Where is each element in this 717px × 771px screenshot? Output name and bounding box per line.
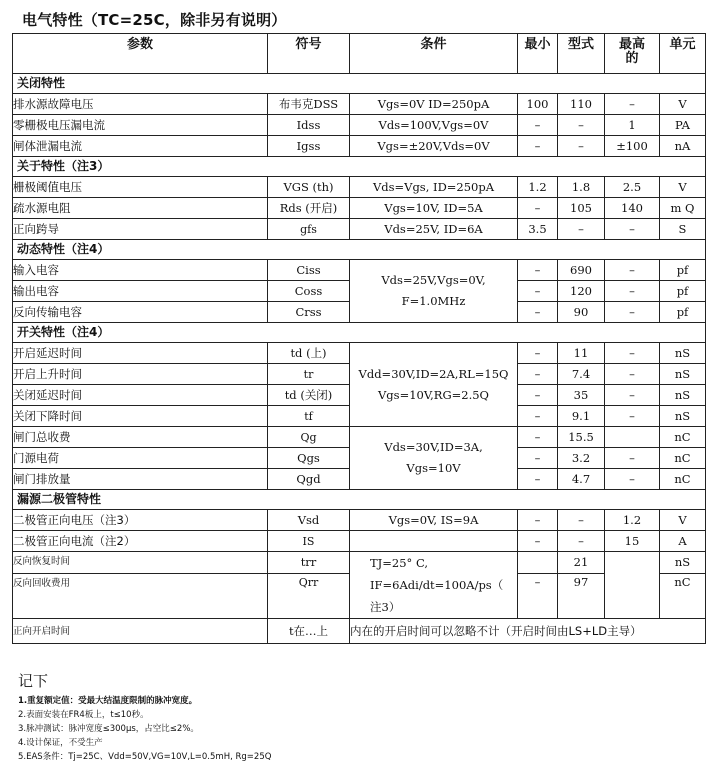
- condition: Vds=100V,Vgs=0V: [350, 115, 518, 136]
- condition: [350, 531, 518, 552]
- max: ±100: [605, 136, 660, 157]
- max: –: [605, 448, 660, 469]
- table-row: [13, 219, 706, 240]
- condition: Vds=Vgs, ID=250pA: [350, 177, 518, 198]
- typ: 97: [558, 573, 605, 618]
- table-row: [13, 552, 706, 574]
- condition-gate-charge: [350, 427, 518, 490]
- unit: nC: [660, 573, 706, 618]
- symbol: Qrr: [268, 573, 350, 618]
- unit: V: [660, 94, 706, 115]
- param: 栅极阈值电压: [13, 177, 268, 198]
- param: 输入电容: [13, 260, 268, 281]
- symbol: Rds (开启): [268, 198, 350, 219]
- table-row: [13, 115, 706, 136]
- condition: Vgs=0V, IS=9A: [350, 510, 518, 531]
- param: 反向恢复时间: [13, 552, 268, 574]
- unit: PA: [660, 115, 706, 136]
- section-switching: 开关特性（注4）: [13, 323, 706, 343]
- symbol: IS: [268, 531, 350, 552]
- turn-on-note: 内在的开启时间可以忽略不计（开启时间由LS+LD主导）: [350, 619, 706, 644]
- typ: 90: [558, 302, 605, 323]
- table-row: [13, 198, 706, 219]
- symbol: td (关闭): [268, 385, 350, 406]
- typ: –: [558, 136, 605, 157]
- min: –: [518, 281, 558, 302]
- col-header-min: 最小: [518, 34, 558, 74]
- min: [518, 552, 558, 574]
- param: 闸门总收费: [13, 427, 268, 448]
- max: –: [605, 302, 660, 323]
- param: 反向回收费用: [13, 573, 268, 618]
- symbol: td (上): [268, 343, 350, 364]
- param: 正向跨导: [13, 219, 268, 240]
- condition-line: Vdd=30V,ID=2A,RL=15Q: [358, 366, 509, 381]
- max: –: [605, 219, 660, 240]
- max: 1: [605, 115, 660, 136]
- max: –: [605, 385, 660, 406]
- unit: pf: [660, 260, 706, 281]
- section-diode: 漏源二极管特性: [13, 490, 706, 510]
- unit: nC: [660, 469, 706, 490]
- unit: nS: [660, 406, 706, 427]
- unit: nS: [660, 552, 706, 574]
- table-row: [13, 343, 706, 364]
- condition: Vds=25V, ID=6A: [350, 219, 518, 240]
- typ: –: [558, 219, 605, 240]
- symbol: Ciss: [268, 260, 350, 281]
- col-header-condition: 条件: [350, 34, 518, 74]
- max: –: [605, 281, 660, 302]
- typ: 110: [558, 94, 605, 115]
- condition: Vgs=±20V,Vds=0V: [350, 136, 518, 157]
- col-header-unit: 单元: [660, 34, 706, 74]
- max: 2.5: [605, 177, 660, 198]
- unit: m Q: [660, 198, 706, 219]
- min: 100: [518, 94, 558, 115]
- min: –: [518, 531, 558, 552]
- min: –: [518, 406, 558, 427]
- min: –: [518, 115, 558, 136]
- param: 正向开启时间: [13, 619, 268, 644]
- param: 零栅极电压漏电流: [13, 115, 268, 136]
- param: 闸体泄漏电流: [13, 136, 268, 157]
- unit: V: [660, 177, 706, 198]
- max: –: [605, 343, 660, 364]
- note-line: 1.重复额定值：受最大结温度限制的脉冲宽度。: [18, 696, 198, 706]
- condition-line: Vds=25V,Vgs=0V,: [381, 273, 486, 287]
- note-line: 5.EAS条件：Tj=25C、Vdd=50V,VG=10V,L=0.5mH, Rg=25Q: [18, 752, 272, 762]
- symbol: trr: [268, 552, 350, 574]
- notes: [18, 670, 271, 764]
- condition-switching: [350, 343, 518, 427]
- symbol: Qg: [268, 427, 350, 448]
- electrical-characteristics-table: [12, 33, 706, 644]
- unit: S: [660, 219, 706, 240]
- condition: Vgs=10V, ID=5A: [350, 198, 518, 219]
- param: 闸门排放量: [13, 469, 268, 490]
- max: [605, 552, 660, 619]
- param: 输出电容: [13, 281, 268, 302]
- max: 140: [605, 198, 660, 219]
- unit: nC: [660, 427, 706, 448]
- condition-line: Vgs=10V,RG=2.5Q: [378, 387, 489, 402]
- min: –: [518, 260, 558, 281]
- param: 关闭下降时间: [13, 406, 268, 427]
- table-row: [13, 136, 706, 157]
- min: –: [518, 469, 558, 490]
- note-line: 4.设计保证，不受生产: [18, 738, 103, 748]
- typ: 9.1: [558, 406, 605, 427]
- section-off: 关闭特性: [13, 74, 706, 94]
- min: 1.2: [518, 177, 558, 198]
- symbol: 布韦克DSS: [268, 94, 350, 115]
- typ: 690: [558, 260, 605, 281]
- typ: 4.7: [558, 469, 605, 490]
- min: –: [518, 364, 558, 385]
- max: 1.2: [605, 510, 660, 531]
- typ: –: [558, 531, 605, 552]
- note-line: 2.表面安装在FR4板上，t≤10秒。: [18, 710, 149, 720]
- max: –: [605, 469, 660, 490]
- param: 排水源故障电压: [13, 94, 268, 115]
- symbol: t在…上: [268, 619, 350, 644]
- max: 15: [605, 531, 660, 552]
- unit: pf: [660, 302, 706, 323]
- col-header-param: 参数: [13, 34, 268, 74]
- col-header-symbol: 符号: [268, 34, 350, 74]
- symbol: Vsd: [268, 510, 350, 531]
- param: 开启上升时间: [13, 364, 268, 385]
- min: –: [518, 510, 558, 531]
- unit: nS: [660, 385, 706, 406]
- table-row: [13, 531, 706, 552]
- symbol: tr: [268, 364, 350, 385]
- max: [605, 427, 660, 448]
- unit: A: [660, 531, 706, 552]
- min: –: [518, 198, 558, 219]
- table-row: [13, 260, 706, 281]
- condition-line: TJ=25° C,: [370, 556, 428, 570]
- page-title: 电气特性（TC=25C，除非另有说明）: [22, 11, 287, 29]
- param: 开启延迟时间: [13, 343, 268, 364]
- max: –: [605, 260, 660, 281]
- condition-line: F=1.0MHz: [401, 294, 466, 308]
- min: –: [518, 385, 558, 406]
- typ: –: [558, 115, 605, 136]
- typ: 35: [558, 385, 605, 406]
- symbol: VGS (th): [268, 177, 350, 198]
- unit: nC: [660, 448, 706, 469]
- condition: Vgs=0V ID=250pA: [350, 94, 518, 115]
- condition-line: Vgs=10V: [406, 461, 461, 475]
- param: 二极管正向电流（注2）: [13, 531, 268, 552]
- typ: 11: [558, 343, 605, 364]
- condition-dynamic: [350, 260, 518, 323]
- table-row: [13, 619, 706, 644]
- min: –: [518, 427, 558, 448]
- symbol: Qgd: [268, 469, 350, 490]
- symbol: Qgs: [268, 448, 350, 469]
- max: –: [605, 406, 660, 427]
- min: –: [518, 136, 558, 157]
- col-header-max: 最高 的: [605, 34, 660, 74]
- param: 疏水源电阻: [13, 198, 268, 219]
- min: –: [518, 573, 558, 618]
- typ: 3.2: [558, 448, 605, 469]
- symbol: gfs: [268, 219, 350, 240]
- condition-line: Vds=30V,ID=3A,: [384, 440, 483, 454]
- max: –: [605, 364, 660, 385]
- typ: 120: [558, 281, 605, 302]
- min: –: [518, 302, 558, 323]
- unit: pf: [660, 281, 706, 302]
- param: 关闭延迟时间: [13, 385, 268, 406]
- condition-line: 注3）: [370, 600, 401, 614]
- condition-line: IF=6Adi/dt=100A/ps（: [370, 578, 504, 592]
- table-row: [13, 177, 706, 198]
- col-header-typ: 型式: [558, 34, 605, 74]
- typ: –: [558, 510, 605, 531]
- symbol: Crss: [268, 302, 350, 323]
- symbol: Igss: [268, 136, 350, 157]
- table-row: [13, 427, 706, 448]
- notes-heading: 记下: [18, 672, 49, 690]
- param: 门源电荷: [13, 448, 268, 469]
- condition-reverse-recovery: [350, 552, 518, 619]
- unit: nS: [660, 364, 706, 385]
- min: 3.5: [518, 219, 558, 240]
- section-dynamic: 动态特性（注4）: [13, 240, 706, 260]
- note-line: 3.脉冲测试：脉冲宽度≤300μs，占空比≤2%。: [18, 724, 199, 734]
- symbol: tf: [268, 406, 350, 427]
- table-row: [13, 94, 706, 115]
- param: 二极管正向电压（注3）: [13, 510, 268, 531]
- min: –: [518, 448, 558, 469]
- symbol: Coss: [268, 281, 350, 302]
- unit: nS: [660, 343, 706, 364]
- param: 反向传输电容: [13, 302, 268, 323]
- unit: nA: [660, 136, 706, 157]
- symbol: Idss: [268, 115, 350, 136]
- typ: 7.4: [558, 364, 605, 385]
- typ: 105: [558, 198, 605, 219]
- unit: V: [660, 510, 706, 531]
- max: –: [605, 94, 660, 115]
- min: –: [518, 343, 558, 364]
- section-on: 关于特性（注3）: [13, 157, 706, 177]
- header-row: [13, 34, 706, 74]
- typ: 1.8: [558, 177, 605, 198]
- table-row: [13, 510, 706, 531]
- typ: 15.5: [558, 427, 605, 448]
- typ: 21: [558, 552, 605, 574]
